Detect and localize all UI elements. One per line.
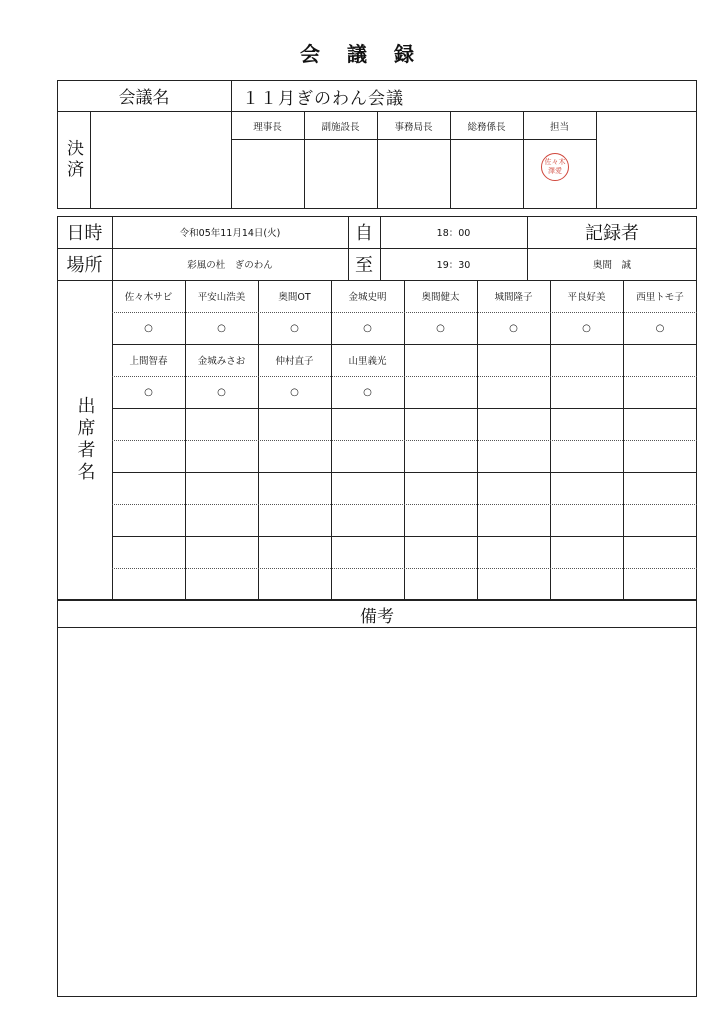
attendance-mark: ○ xyxy=(217,322,226,334)
attendee-name: 仲村直子 xyxy=(275,356,314,367)
attendee-name: 平安山浩美 xyxy=(197,292,246,303)
attendance-mark: ○ xyxy=(582,322,591,334)
role-in-charge: 担当 xyxy=(549,121,569,133)
divider xyxy=(112,408,697,409)
remarks-label: 備考 xyxy=(360,606,394,627)
divider xyxy=(231,80,232,111)
recorder-name: 奥間 誠 xyxy=(592,260,631,271)
attendance-mark: ○ xyxy=(144,386,153,398)
attendance-mark: ○ xyxy=(363,322,372,334)
remarks-area xyxy=(57,627,697,997)
attendees-label: 出席者名 xyxy=(74,396,96,484)
start-time: 18：00 xyxy=(436,228,471,239)
from-label: 自 xyxy=(355,223,373,244)
attendee-name: 山里義光 xyxy=(348,356,387,367)
datetime-value: 令和05年11月14日(火) xyxy=(179,228,281,239)
divider xyxy=(112,568,697,569)
datetime-label: 日時 xyxy=(66,223,103,244)
end-time: 19：30 xyxy=(436,260,471,271)
attendee-name: 城間隆子 xyxy=(494,292,533,303)
place-label: 場所 xyxy=(66,255,103,276)
divider xyxy=(112,504,697,505)
attendee-name: 西里トモ子 xyxy=(636,292,684,303)
attendance-mark: ○ xyxy=(144,322,153,334)
role-secretary-general: 事務局長 xyxy=(394,121,433,133)
attendee-name: 金城史明 xyxy=(348,292,387,303)
meeting-name-label: 会議名 xyxy=(118,88,170,108)
to-label: 至 xyxy=(355,255,373,276)
role-chairman: 理事長 xyxy=(253,121,282,133)
attendance-mark: ○ xyxy=(655,322,665,334)
attendee-name: 上間智春 xyxy=(129,356,168,367)
attendee-name: 平良好美 xyxy=(567,292,606,303)
role-general-affairs-chief: 総務係長 xyxy=(467,121,506,133)
attendance-mark: ○ xyxy=(290,386,299,398)
attendee-name: 奥間健太 xyxy=(421,292,460,303)
attendance-mark: ○ xyxy=(217,386,226,398)
approval-seal-stamp: 佐々木 澤愛 xyxy=(541,153,569,181)
approval-label: 決済 xyxy=(63,139,83,181)
meeting-name-value: １１月ぎのわん会議 xyxy=(242,89,404,109)
document-title: 会 議 録 xyxy=(300,42,424,66)
divider xyxy=(90,111,91,209)
divider xyxy=(112,472,697,473)
role-deputy-director: 副施設長 xyxy=(321,121,360,133)
attendee-name: 佐々木サビ xyxy=(124,292,173,303)
attendance-mark: ○ xyxy=(509,322,518,334)
attendee-name: 金城みさお xyxy=(197,356,246,367)
divider xyxy=(231,139,596,140)
attendance-mark: ○ xyxy=(290,322,299,334)
attendee-name: 奥間OT xyxy=(278,292,311,303)
divider xyxy=(112,440,697,441)
recorder-label: 記録者 xyxy=(585,223,639,244)
divider xyxy=(596,111,597,209)
attendance-mark: ○ xyxy=(363,386,372,398)
place-value: 彩風の杜 ぎのわん xyxy=(187,260,273,271)
attendance-mark: ○ xyxy=(436,322,445,334)
divider xyxy=(112,536,697,537)
